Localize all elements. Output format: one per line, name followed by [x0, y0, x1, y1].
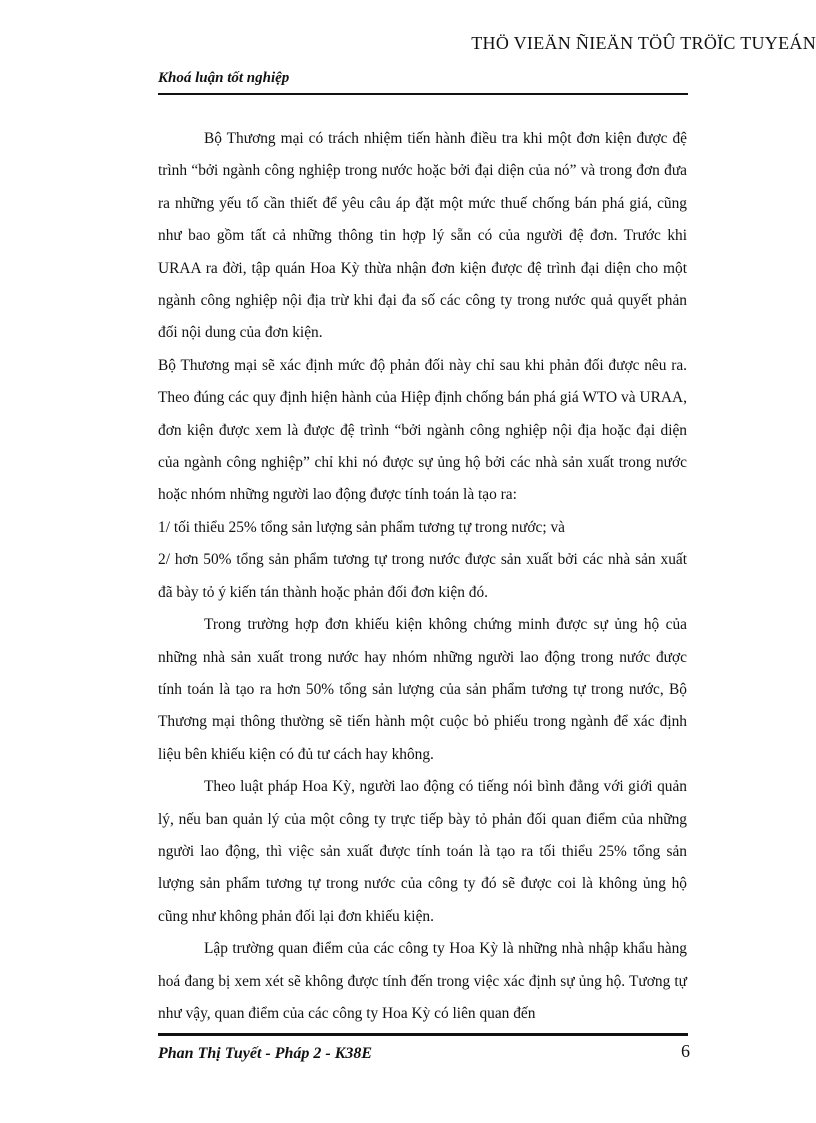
list-item: 1/ tối thiểu 25% tổng sản lượng sản phẩm tương tự trong nước; và: [158, 518, 566, 536]
footer-author: Phan Thị Tuyết - Pháp 2 - K38E: [158, 1045, 373, 1062]
paragraph: Bộ Thương mại sẽ xác định mức độ phản đối này chỉ sau khi phản đối được nêu ra. Theo đúng các quy định hiện hành của Hiệp định chống bán phá giá WTO và URAA, đơn kiện được xem là được đệ trình “bởi ngành công nghiệp nội địa hoặc đại diện của ngành công nghiệp” chỉ khi nó được sự ủng hộ bởi các nhà sản xuất trong nước hoặc nhóm những người lao động được tính toán là tạo ra:: [158, 356, 687, 504]
header-title: Khoá luận tốt nghiệp: [158, 70, 290, 86]
paragraph: Trong trường hợp đơn khiếu kiện không chứng minh được sự ủng hộ của những nhà sản xuất trong nước hay nhóm những người lao động trong nước được tính toán là tạo ra hơn 50% tổng sản lượng của sản phẩm tương tự trong nước, Bộ Thương mại thông thường sẽ tiến hành một cuộc bỏ phiếu trong ngành để xác định liệu bên khiếu kiện có đủ tư cách hay không.: [158, 616, 687, 763]
body-text: [158, 123, 687, 1030]
header-rule: [158, 93, 688, 95]
watermark-text: THÖ VIEÄN ÑIEÄN TÖÛ TRÖÏC TUYEÁN: [471, 33, 816, 53]
paragraph: Lập trường quan điểm của các công ty Hoa Kỳ là những nhà nhập khẩu hàng hoá đang bị xem xét sẽ không được tính đến trong việc xác định sự ủng hộ. Tương tự như vậy, quan điểm của các công ty Hoa Kỳ có liên quan đến: [158, 940, 687, 1022]
page-footer: [158, 1033, 690, 1062]
paragraph: Theo luật pháp Hoa Kỳ, người lao động có tiếng nói bình đẳng với giới quản lý, nếu ban quản lý của một công ty trực tiếp bày tỏ phản đối quan điểm của những người lao động, thì việc sản xuất được tính toán là tạo ra tối thiểu 25% tổng sản lượng sản phẩm tương tự trong nước của công ty đó sẽ được coi là không ủng hộ cũng như không phản đối lại đơn khiếu kiện.: [158, 778, 687, 925]
list-item: 2/ hơn 50% tổng sản phẩm tương tự trong nước được sản xuất bởi các nhà sản xuất đã bày tỏ ý kiến tán thành hoặc phản đối đơn kiện đó.: [158, 551, 687, 601]
page-header: [158, 70, 688, 95]
page-number: 6: [681, 1041, 690, 1061]
paragraph: Bộ Thương mại có trách nhiệm tiến hành điều tra khi một đơn kiện được đệ trình “bởi ngành công nghiệp trong nước hoặc bởi đại diện của nó” và trong đơn đưa ra những yếu tố cần thiết để yêu câu áp đặt một mức thuế chống bán phá giá, cũng như bao gồm tất cả những thông tin hợp lý sẵn có của người đệ đơn. Trước khi URAA ra đời, tập quán Hoa Kỳ thừa nhận đơn kiện được đệ trình đại diện cho một ngành công nghiệp nội địa trừ khi đại đa số các công ty trong nước quả quyết phản đối nội dung của đơn kiện.: [158, 130, 687, 342]
footer-rule: [158, 1033, 688, 1036]
